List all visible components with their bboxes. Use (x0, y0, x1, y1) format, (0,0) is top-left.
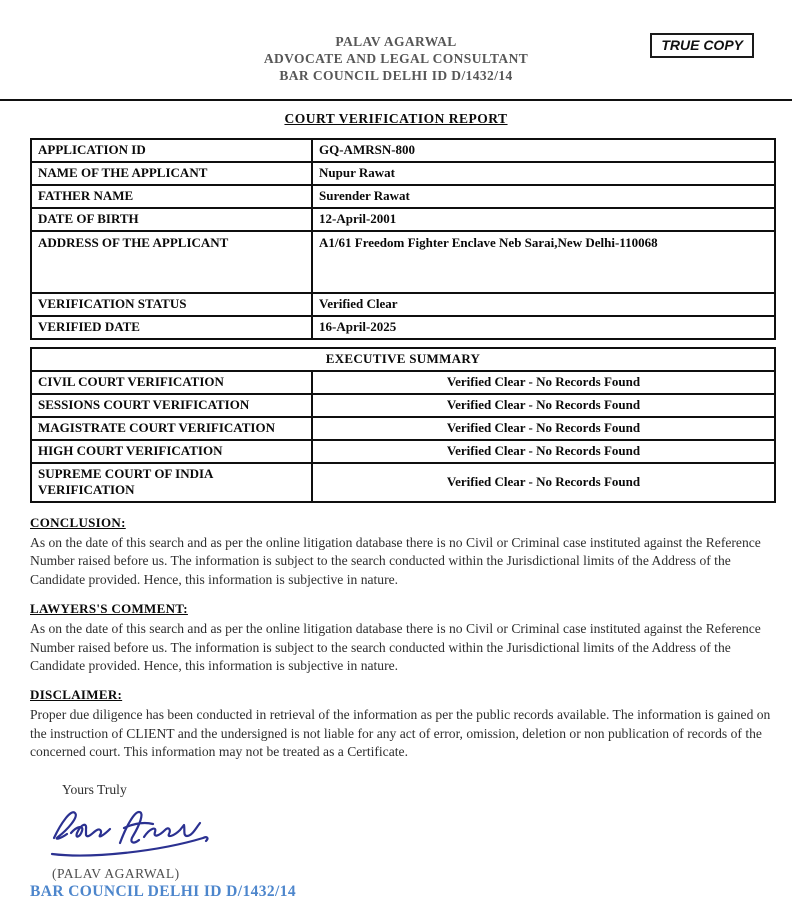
row-value: Verified Clear - No Records Found (312, 440, 775, 463)
report-title: COURT VERIFICATION REPORT (284, 111, 508, 126)
bar-council-line: BAR COUNCIL DELHI ID D/1432/14 (30, 882, 297, 900)
row-value: 16-April-2025 (312, 316, 775, 339)
row-label: CIVIL COURT VERIFICATION (31, 371, 312, 394)
table-row (31, 293, 775, 316)
row-value: Nupur Rawat (312, 162, 775, 185)
section-disclaimer (30, 687, 775, 761)
row-value: Surender Rawat (312, 185, 775, 208)
row-value: Verified Clear - No Records Found (312, 394, 775, 417)
table-row (31, 139, 775, 162)
table-row (31, 162, 775, 185)
table-row (31, 208, 775, 231)
row-label: DATE OF BIRTH (31, 208, 312, 231)
table-row (31, 371, 775, 394)
disclaimer-body: Proper due diligence has been conducted in retrieval of the information as per the public records available. The information is gained on the instruction of CLIENT and the undersigned is not liable for any act of error, omission, deletion or non publication of records of the concerned court. This information may not be treated as a Certificate. (30, 707, 771, 760)
table-row (31, 440, 775, 463)
conclusion-body: As on the date of this search and as per the online litigation database there is no Civil or Criminal case instituted against the Reference Number raised before us. The information is subject to the search conducted within the Jurisdictional limits of the Address of the Candidate provided. Hence, this information is subjective in nature. (30, 535, 761, 587)
row-label: FATHER NAME (31, 185, 312, 208)
closing-text: Yours Truly (62, 781, 127, 797)
row-value: 12-April-2001 (312, 208, 775, 231)
row-label: SUPREME COURT OF INDIA VERIFICATION (31, 463, 312, 502)
executive-summary-table (30, 347, 776, 503)
row-label: APPLICATION ID (31, 139, 312, 162)
row-label: VERIFICATION STATUS (31, 293, 312, 316)
table-row (31, 463, 775, 502)
signature-image (40, 802, 792, 864)
row-label: MAGISTRATE COURT VERIFICATION (31, 417, 312, 440)
table-row (31, 231, 775, 293)
row-label: NAME OF THE APPLICANT (31, 162, 312, 185)
row-value: Verified Clear - No Records Found (312, 417, 775, 440)
letterhead-name: PALAV AGARWAL (335, 34, 457, 49)
executive-summary-title: EXECUTIVE SUMMARY (31, 348, 775, 371)
table-row (31, 417, 775, 440)
row-label: HIGH COURT VERIFICATION (31, 440, 312, 463)
letterhead-bar-id: BAR COUNCIL DELHI ID D/1432/14 (279, 68, 513, 83)
header-divider (0, 99, 792, 101)
row-label: SESSIONS COURT VERIFICATION (31, 394, 312, 417)
section-conclusion (30, 515, 775, 589)
lawyers-comment-body: As on the date of this search and as per the online litigation database there is no Civil or Criminal case instituted against the Reference Number raised before us. The information is subject to the search conducted within the Jurisdictional limits of the Address of the Candidate provided. Hence, this information is subjective in nature. (30, 621, 761, 674)
row-value: Verified Clear (312, 293, 775, 316)
applicant-table (30, 138, 776, 340)
table-row (31, 348, 775, 371)
row-value: Verified Clear - No Records Found (312, 371, 775, 394)
disclaimer-heading: DISCLAIMER: (30, 687, 123, 703)
row-label: ADDRESS OF THE APPLICANT (31, 231, 312, 293)
row-label: VERIFIED DATE (31, 316, 312, 339)
row-value: A1/61 Freedom Fighter Enclave Neb Sarai,New Delhi-110068 (312, 231, 775, 293)
report-title-wrap (0, 110, 792, 128)
table-row (31, 394, 775, 417)
lawyers-comment-heading: LAWYERS'S COMMENT: (30, 601, 188, 617)
row-value: GQ-AMRSN-800 (312, 139, 775, 162)
conclusion-heading: CONCLUSION: (30, 515, 126, 530)
row-value: Verified Clear - No Records Found (312, 463, 775, 502)
table-row (31, 185, 775, 208)
letterhead-title: ADVOCATE AND LEGAL CONSULTANT (263, 51, 529, 66)
true-copy-stamp: TRUE COPY (650, 33, 754, 58)
signatory-name: (PALAV AGARWAL) (52, 865, 180, 881)
section-lawyers-comment (30, 601, 775, 675)
table-row (31, 316, 775, 339)
